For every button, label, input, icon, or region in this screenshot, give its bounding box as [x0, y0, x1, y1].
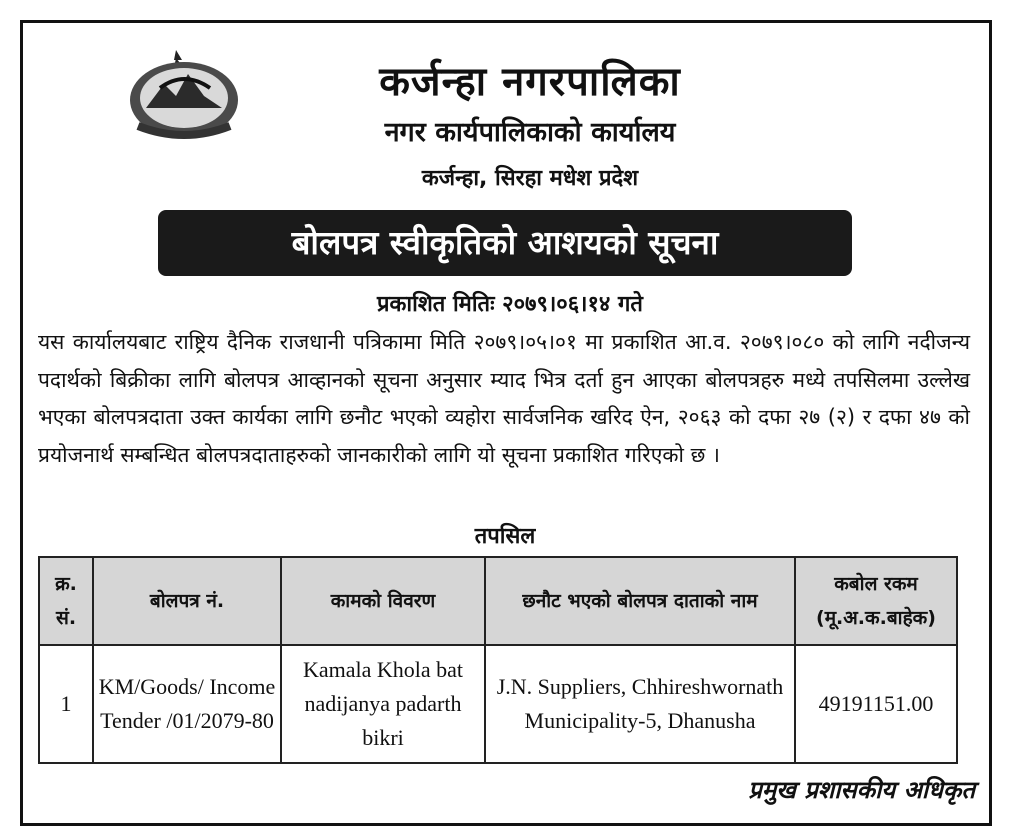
column-header: क्र. सं.	[39, 557, 93, 645]
column-header: बोलपत्र नं.	[93, 557, 281, 645]
notice-body: यस कार्यालयबाट राष्ट्रिय दैनिक राजधानी पत्रिकामा मिति २०७९।०५।०१ मा प्रकाशित आ.व. २०७९।०८० को लागि नदीजन्य पदार्थको बिक्रीका लागि बोलपत्र आव्हानको सूचना अनुसार म्याद भित्र दर्ता हुन आएका बोलपत्रहरु मध्ये तपसिलमा उल्लेख भएका बोलपत्रदाता उक्त कार्यका लागि छनौट भएको व्यहोरा सार्वजनिक खरिद ऐन, २०६३ को दफा २७ (२) र दफा ४७ को प्रयोजनार्थ सम्बन्धित बोलपत्रदाताहरुको जानकारीको लागि यो सूचना प्रकाशित गरिएको छ ।	[38, 330, 970, 467]
office-name: कर्जन्हा नगरपालिका	[379, 59, 681, 105]
column-header: कामको विवरण	[281, 557, 485, 645]
table-cell-bid-amount: 49191151.00	[795, 645, 957, 763]
office-address: कर्जन्हा, सिरहा मधेश प्रदेश	[421, 166, 639, 191]
table-header-row	[39, 557, 957, 645]
table-cell-bidder-name: J.N. Suppliers, Chhireshwornath Municipality-5, Dhanusha	[485, 645, 795, 763]
column-header: कबोल रकम (मू.अ.क.बाहेक)	[795, 557, 957, 645]
office-subtitle: नगर कार्यपालिकाको कार्यालय	[384, 117, 676, 148]
table-cell-serial: 1	[39, 645, 93, 763]
table-cell-work-description: Kamala Khola bat nadijanya padarth bikri	[281, 645, 485, 763]
column-header: छनौट भएको बोलपत्र दाताको नाम	[485, 557, 795, 645]
tender-table	[38, 556, 958, 764]
table-row	[39, 645, 957, 763]
schedule-heading: तपसिल	[474, 524, 536, 549]
government-emblem-icon	[124, 48, 244, 148]
signatory-title: प्रमुख प्रशासकीय अधिकृत	[748, 776, 975, 804]
table-cell-tender-number: KM/Goods/ Income Tender /01/2079-80	[93, 645, 281, 763]
notice-title-banner: बोलपत्र स्वीकृतिको आशयको सूचना	[158, 210, 852, 276]
published-date: प्रकाशित मितिः २०७९।०६।१४ गते	[377, 292, 643, 317]
